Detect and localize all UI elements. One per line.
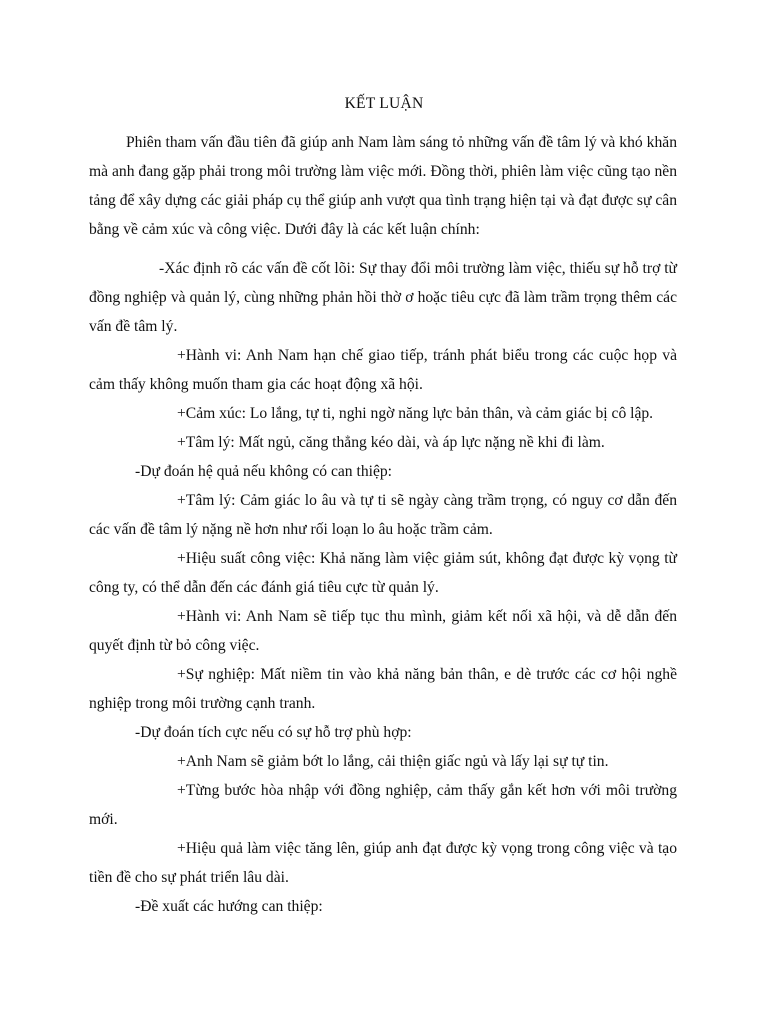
list-item-text: Cảm xúc: Lo lắng, tự ti, nghi ngờ năng lực bản thân, và cảm giác bị cô lập. [185,405,654,422]
list-item-text: Hành vi: Anh Nam hạn chế giao tiếp, tránh phát biểu trong các cuộc họp và cảm thấy không muốn tham gia các hoạt động xã hội. [89,347,677,393]
list-item-text: Sự nghiệp: Mất niềm tin vào khả năng bản thân, e dè trước các cơ hội nghề nghiệp trong môi trường cạnh tranh. [89,666,677,712]
section-text: Dự đoán hệ quả nếu không có can thiệp: [140,463,393,480]
list-item [89,341,677,399]
list-item [89,486,677,544]
section-text: Xác định rõ các vấn đề cốt lõi: Sự thay đổi môi trường làm việc, thiếu sự hỗ trợ từ đồng nghiệp và quản lý, cùng những phản hồi thờ ơ hoặc tiêu cực đã làm trầm trọng thêm các vấn đề tâm lý. [89,260,678,335]
document-title: KẾT LUẬN [344,95,424,112]
list-item [89,747,677,776]
list-item [89,602,677,660]
list-item [89,776,677,834]
list-item [89,660,677,718]
dash-marker: - [135,724,141,741]
plus-marker: + [177,840,186,857]
plus-marker: + [177,666,186,683]
plus-marker: + [177,347,186,364]
list-item-text: Tâm lý: Cảm giác lo âu và tự ti sẽ ngày càng trầm trọng, có nguy cơ dẫn đến các vấn đề tâm lý nặng nề hơn như rối loạn lo âu hoặc trầm cảm. [89,492,677,538]
list-item [89,399,677,428]
list-item-text: Từng bước hòa nhập với đồng nghiệp, cảm thấy gắn kết hơn với môi trường mới. [89,782,677,828]
list-item [89,544,677,602]
plus-marker: + [177,550,186,567]
plus-marker: + [177,405,186,422]
dash-marker: - [135,898,141,915]
list-item-text: Hiệu suất công việc: Khả năng làm việc giảm sút, không đạt được kỳ vọng từ công ty, có thể dẫn đến các đánh giá tiêu cực từ quản lý. [89,550,677,596]
list-item-text: Hiệu quả làm việc tăng lên, giúp anh đạt được kỳ vọng trong công việc và tạo tiền đề cho sự phát triển lâu dài. [89,840,677,886]
section-text: Đề xuất các hướng can thiệp: [140,898,323,915]
intro-paragraph: Phiên tham vấn đầu tiên đã giúp anh Nam làm sáng tỏ những vấn đề tâm lý và khó khăn mà anh đang gặp phải trong môi trường làm việc mới. Đồng thời, phiên làm việc cũng tạo nền tảng để xây dựng các giải pháp cụ thể giúp anh vượt qua tình trạng hiện tại và đạt được sự cân bằng về cảm xúc và công việc. Dưới đây là các kết luận chính: [89,134,677,238]
dash-marker: - [159,260,165,277]
section-negative-outlook [89,457,677,486]
plus-marker: + [177,753,186,770]
plus-marker: + [177,434,186,451]
section-interventions [89,892,677,921]
list-item-text: Anh Nam sẽ giảm bớt lo lắng, cải thiện giấc ngủ và lấy lại sự tự tin. [185,753,609,770]
plus-marker: + [177,608,186,625]
list-item [89,834,677,892]
dash-marker: - [135,463,141,480]
section-core-issues [89,254,677,341]
section-positive-outlook [89,718,677,747]
section-text: Dự đoán tích cực nếu có sự hỗ trợ phù hợp: [140,724,412,741]
list-item-text: Hành vi: Anh Nam sẽ tiếp tục thu mình, giảm kết nối xã hội, và dễ dẫn đến quyết định từ bỏ công việc. [89,608,677,654]
list-item [89,428,677,457]
list-item-text: Tâm lý: Mất ngủ, căng thẳng kéo dài, và áp lực nặng nề khi đi làm. [185,434,605,451]
plus-marker: + [177,492,186,509]
plus-marker: + [177,782,186,799]
